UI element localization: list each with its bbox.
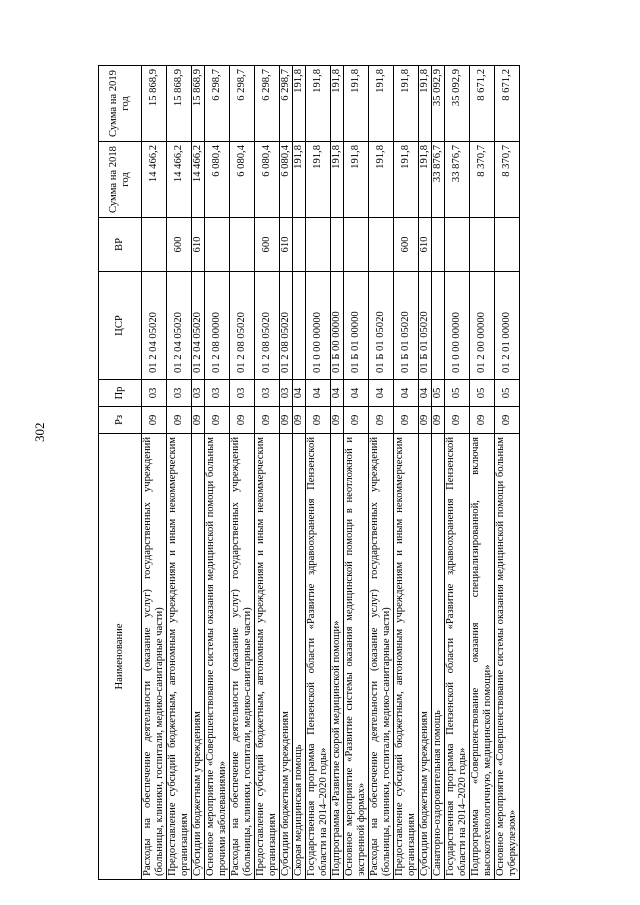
header-vr: ВР [99, 218, 142, 272]
table-row [167, 66, 192, 880]
cell-vr [331, 218, 344, 272]
cell-vr [470, 218, 495, 272]
cell-rz: 09 [306, 407, 331, 434]
cell-csr [293, 272, 306, 380]
cell-rz: 09 [230, 407, 255, 434]
cell-sum-2019: 6 298,7 [205, 66, 230, 142]
cell-rz: 09 [495, 407, 520, 434]
table-row [369, 66, 394, 880]
cell-sum-2018: 6 080,4 [205, 142, 230, 218]
cell-vr: 600 [255, 218, 280, 272]
table-row [306, 66, 331, 880]
cell-sum-2019: 6 298,7 [280, 66, 293, 142]
cell-pr: 05 [445, 380, 470, 407]
cell-vr: 600 [167, 218, 192, 272]
cell-csr: 01 0 00 00000 [306, 272, 331, 380]
cell-sum-2018: 6 080,4 [255, 142, 280, 218]
cell-sum-2018: 191,8 [306, 142, 331, 218]
header-sum-2018: Сумма на 2018 год [99, 142, 142, 218]
cell-vr [142, 218, 167, 272]
table-row [344, 66, 369, 880]
table-row [192, 66, 205, 880]
cell-pr: 03 [280, 380, 293, 407]
cell-rz: 09 [369, 407, 394, 434]
table-body [142, 66, 520, 880]
cell-csr: 01 2 01 00000 [495, 272, 520, 380]
cell-sum-2018: 191,8 [394, 142, 419, 218]
cell-vr: 610 [192, 218, 205, 272]
cell-vr: 600 [394, 218, 419, 272]
table-row [255, 66, 280, 880]
cell-csr: 01 Б 00 00000 [331, 272, 344, 380]
table-row [331, 66, 344, 880]
cell-name: Субсидии бюджетным учреждениям [192, 434, 205, 880]
table-row [230, 66, 255, 880]
cell-name: Предоставление субсидий бюджетным, автономным учреждениям и иным некоммерческим организациям [167, 434, 192, 880]
table-row [142, 66, 167, 880]
cell-sum-2019: 191,8 [394, 66, 419, 142]
cell-sum-2018: 6 080,4 [230, 142, 255, 218]
cell-name: Подпрограмма «Совершенствование оказания специализированной, включая высокотехнологичную, медицинской помощи» [470, 434, 495, 880]
cell-name: Расходы на обеспечение деятельности (оказание услуг) государственных учреждений (больницы, клиники, госпитали, медико-санитарные части) [142, 434, 167, 880]
table-row [419, 66, 432, 880]
table-row [445, 66, 470, 880]
cell-pr: 03 [192, 380, 205, 407]
table-row [293, 66, 306, 880]
cell-rz: 09 [205, 407, 230, 434]
cell-csr: 01 2 08 00000 [205, 272, 230, 380]
cell-sum-2018: 8 370,7 [470, 142, 495, 218]
cell-rz: 09 [255, 407, 280, 434]
cell-sum-2018: 14 466,2 [167, 142, 192, 218]
cell-csr: 01 Б 01 05020 [394, 272, 419, 380]
cell-sum-2019: 8 671,2 [495, 66, 520, 142]
cell-csr: 01 Б 01 00000 [344, 272, 369, 380]
cell-pr: 04 [369, 380, 394, 407]
cell-rz: 09 [293, 407, 306, 434]
cell-vr [306, 218, 331, 272]
cell-sum-2018: 191,8 [331, 142, 344, 218]
cell-sum-2018: 33 876,7 [432, 142, 445, 218]
page-number: 302 [32, 422, 47, 442]
cell-rz: 09 [432, 407, 445, 434]
cell-pr: 05 [432, 380, 445, 407]
cell-vr [230, 218, 255, 272]
cell-pr: 03 [142, 380, 167, 407]
table-row [205, 66, 230, 880]
cell-rz: 09 [445, 407, 470, 434]
cell-vr [445, 218, 470, 272]
cell-name: Государственная программа Пензенской области «Развитие здравоохранения Пензенской области на 2014–2020 годы» [445, 434, 470, 880]
cell-rz: 09 [419, 407, 432, 434]
cell-pr: 05 [495, 380, 520, 407]
header-name: Наименование [99, 434, 142, 880]
cell-pr: 04 [293, 380, 306, 407]
cell-pr: 03 [230, 380, 255, 407]
cell-sum-2019: 191,8 [331, 66, 344, 142]
cell-sum-2019: 35 092,9 [432, 66, 445, 142]
cell-name: Государственная программа Пензенской области «Развитие здравоохранения Пензенской области на 2014–2020 годы» [306, 434, 331, 880]
table-row [432, 66, 445, 880]
cell-sum-2019: 15 868,9 [142, 66, 167, 142]
table-header-row [99, 66, 142, 880]
cell-sum-2018: 191,8 [293, 142, 306, 218]
cell-pr: 04 [419, 380, 432, 407]
cell-csr: 01 2 04 05020 [192, 272, 205, 380]
cell-name: Основное мероприятие «Совершенствование системы оказания медицинской помощи больным туберкулезом» [495, 434, 520, 880]
cell-csr: 01 Б 01 05020 [419, 272, 432, 380]
table-row [495, 66, 520, 880]
cell-name: Расходы на обеспечение деятельности (оказание услуг) государственных учреждений (больницы, клиники, госпитали, медико-санитарные части) [369, 434, 394, 880]
cell-sum-2019: 191,8 [369, 66, 394, 142]
cell-sum-2018: 191,8 [344, 142, 369, 218]
header-sum-2019: Сумма на 2019 год [99, 66, 142, 142]
cell-sum-2019: 191,8 [419, 66, 432, 142]
cell-sum-2019: 6 298,7 [230, 66, 255, 142]
header-pr: Пр [99, 380, 142, 407]
cell-sum-2019: 191,8 [293, 66, 306, 142]
cell-sum-2019: 15 868,9 [192, 66, 205, 142]
cell-name: Санаторно-оздоровительная помощь [432, 434, 445, 880]
cell-csr: 01 2 08 05020 [230, 272, 255, 380]
cell-name: Скорая медицинская помощь [293, 434, 306, 880]
cell-rz: 09 [344, 407, 369, 434]
cell-rz: 09 [470, 407, 495, 434]
cell-csr: 01 2 04 05020 [142, 272, 167, 380]
cell-pr: 03 [167, 380, 192, 407]
cell-vr: 610 [280, 218, 293, 272]
cell-csr: 01 2 08 05020 [280, 272, 293, 380]
cell-vr [205, 218, 230, 272]
cell-sum-2018: 14 466,2 [192, 142, 205, 218]
cell-rz: 09 [167, 407, 192, 434]
cell-vr [344, 218, 369, 272]
cell-name: Основное мероприятие «Совершенствование системы оказания медицинской помощи больным прочими заболеваниями» [205, 434, 230, 880]
cell-sum-2018: 6 080,4 [280, 142, 293, 218]
cell-pr: 03 [205, 380, 230, 407]
cell-vr: 610 [419, 218, 432, 272]
cell-csr: 01 2 00 00000 [470, 272, 495, 380]
budget-table [98, 65, 520, 880]
cell-sum-2018: 8 370,7 [495, 142, 520, 218]
cell-sum-2018: 191,8 [419, 142, 432, 218]
cell-name: Подпрограмма «Развитие скорой медицинской помощи» [331, 434, 344, 880]
cell-rz: 09 [142, 407, 167, 434]
cell-name: Предоставление субсидий бюджетным, автономным учреждениям и иным некоммерческим организациям [394, 434, 419, 880]
cell-sum-2019: 191,8 [344, 66, 369, 142]
cell-pr: 03 [255, 380, 280, 407]
cell-vr [369, 218, 394, 272]
cell-sum-2018: 14 466,2 [142, 142, 167, 218]
cell-name: Предоставление субсидий бюджетным, автономным учреждениям и иным некоммерческим организациям [255, 434, 280, 880]
cell-sum-2019: 35 092,9 [445, 66, 470, 142]
cell-csr [432, 272, 445, 380]
cell-sum-2019: 6 298,7 [255, 66, 280, 142]
cell-pr: 04 [394, 380, 419, 407]
table-row [470, 66, 495, 880]
cell-csr: 01 Б 01 05020 [369, 272, 394, 380]
cell-vr [495, 218, 520, 272]
cell-vr [293, 218, 306, 272]
header-rz: Рз [99, 407, 142, 434]
header-csr: ЦСР [99, 272, 142, 380]
cell-name: Субсидии бюджетным учреждениям [280, 434, 293, 880]
cell-sum-2019: 191,8 [306, 66, 331, 142]
cell-csr: 01 0 00 00000 [445, 272, 470, 380]
rotated-budget-table [98, 66, 520, 880]
cell-pr: 04 [306, 380, 331, 407]
cell-csr: 01 2 08 05020 [255, 272, 280, 380]
table-row [394, 66, 419, 880]
cell-csr: 01 2 04 05020 [167, 272, 192, 380]
cell-pr: 05 [470, 380, 495, 407]
cell-sum-2018: 191,8 [369, 142, 394, 218]
cell-sum-2019: 15 868,9 [167, 66, 192, 142]
cell-vr [432, 218, 445, 272]
cell-name: Расходы на обеспечение деятельности (оказание услуг) государственных учреждений (больницы, клиники, госпитали, медико-санитарные части) [230, 434, 255, 880]
cell-sum-2019: 8 671,2 [470, 66, 495, 142]
cell-rz: 09 [331, 407, 344, 434]
cell-rz: 09 [394, 407, 419, 434]
cell-rz: 09 [280, 407, 293, 434]
cell-name: Субсидии бюджетным учреждениям [419, 434, 432, 880]
cell-sum-2018: 33 876,7 [445, 142, 470, 218]
cell-pr: 04 [344, 380, 369, 407]
table-row [280, 66, 293, 880]
cell-pr: 04 [331, 380, 344, 407]
cell-name: Основное мероприятие «Развитие системы оказания медицинской помощи в неотложной и экстренной формах» [344, 434, 369, 880]
cell-rz: 09 [192, 407, 205, 434]
